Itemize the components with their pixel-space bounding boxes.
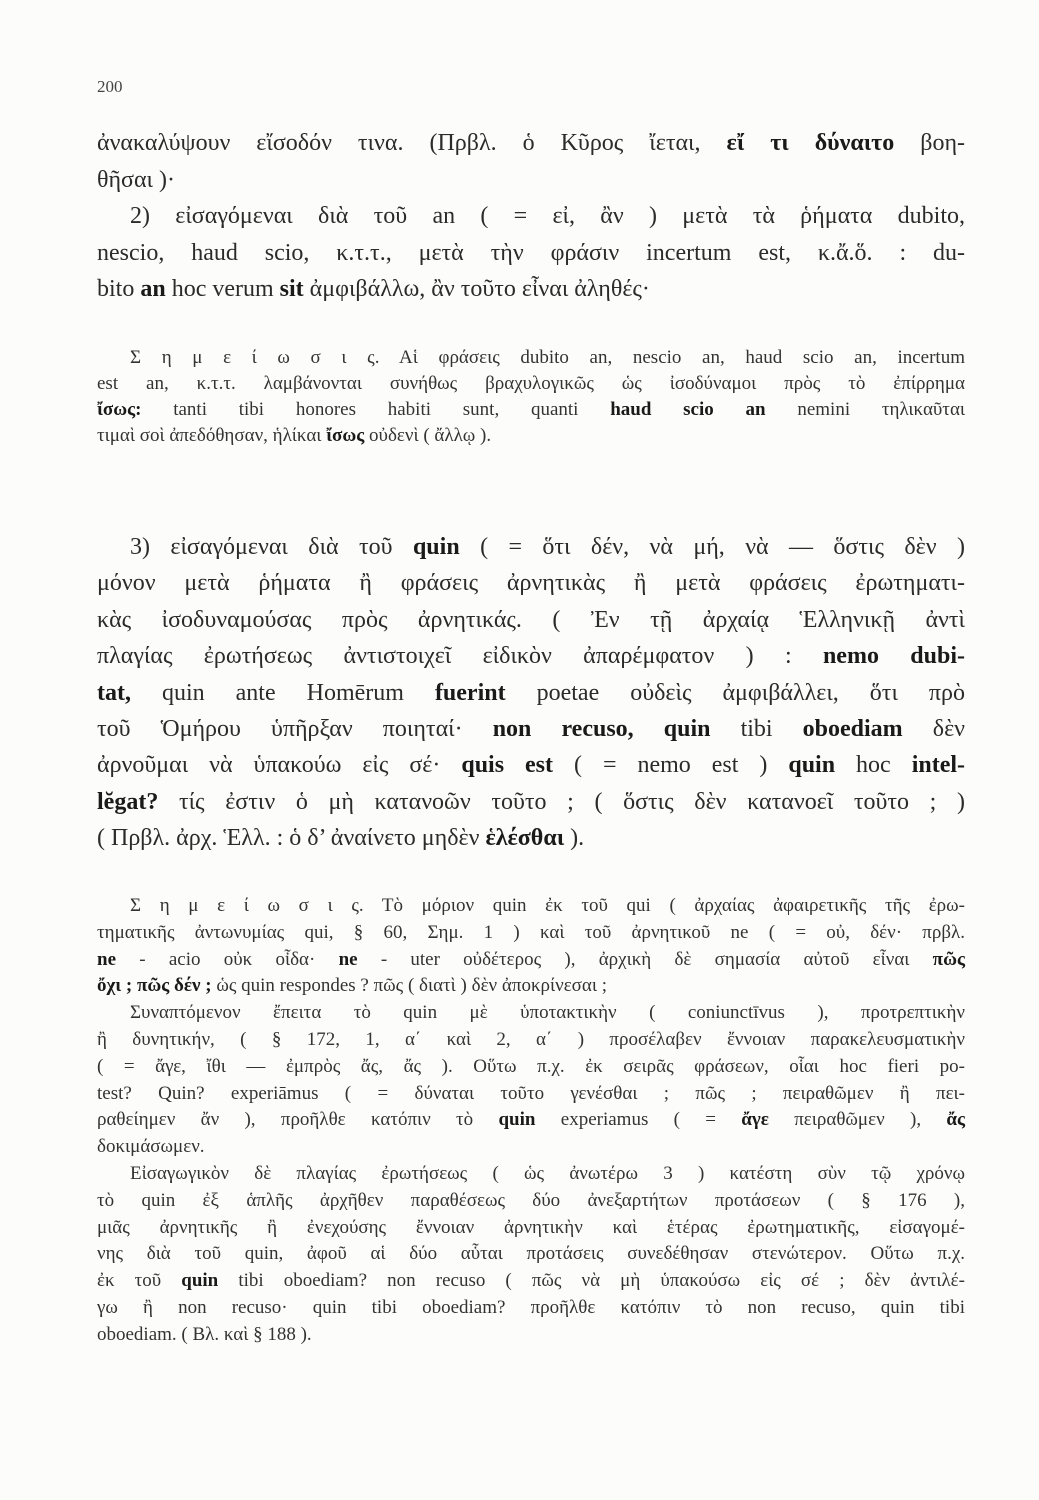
text-segment: poetae οὐδεὶς ἀμφιβάλλει, ὅτι πρὸ — [505, 679, 965, 706]
text-segment: ἢ δυνητικήν, ( § 172, 1, α΄ καὶ 2, α΄ ) προσέλαβεν ἔννοιαν παρακελευσματικὴν — [97, 1029, 965, 1050]
text-line — [97, 398, 965, 422]
text-line — [97, 921, 965, 945]
bold-text: tat, — [97, 679, 131, 706]
text-line — [97, 823, 965, 853]
text-line — [97, 974, 965, 998]
text-line — [97, 568, 965, 598]
text-segment: - acio οὐκ οἶδα· — [116, 948, 339, 970]
text-line — [97, 605, 965, 635]
text-segment: ἀμφιβάλλω, ἂν τοῦτο εἶναι ἀληθές· — [303, 276, 650, 302]
bold-text: ἄς — [946, 1109, 965, 1131]
bold-text: intel- — [911, 752, 966, 779]
text-segment: νης διὰ τοῦ quin, ἀφοῦ αἱ δύο αὗται προτάσεις συνεδέθησαν στενώτερον. Οὕτω π.χ. — [97, 1243, 965, 1265]
text-segment: Εἰσαγωγικὸν δὲ πλαγίας ἐρωτήσεως ( ὡς ἀνωτέρω 3 ) κατέστη σὺν τῷ χρόνῳ — [130, 1163, 965, 1184]
bold-text: oboediam — [802, 716, 903, 742]
text-segment: οὐδενὶ ( ἄλλῳ ). — [364, 425, 492, 446]
bold-text: nemo dubi- — [822, 643, 965, 670]
text-line — [97, 948, 965, 972]
text-line — [130, 532, 965, 562]
text-line — [97, 1323, 965, 1347]
text-segment: hoc — [835, 752, 912, 779]
text-segment: ἀνακαλύψουν εἴσοδόν τινα. (Πρβλ. ὁ Κῦρος ἴεται, — [97, 130, 727, 156]
bold-text: quin — [181, 1270, 219, 1292]
text-line — [97, 1028, 965, 1052]
bold-text: ὄχι ; πῶς δέν ; — [97, 975, 212, 997]
text-segment: quin ante Homērum — [130, 679, 435, 706]
text-segment: experiamus ( = — [535, 1109, 742, 1131]
text-line — [97, 1269, 965, 1293]
text-line — [97, 678, 965, 708]
text-line — [97, 128, 965, 158]
text-line — [97, 372, 965, 396]
text-line — [130, 1001, 965, 1025]
bold-text: an — [140, 276, 166, 302]
text-segment: oboediam. ( Βλ. καὶ § 188 ). — [97, 1323, 312, 1345]
text-line — [97, 1216, 965, 1240]
bold-text: εἴ τι δύναιτο — [726, 130, 895, 156]
text-segment: μιᾶς ἀρνητικῆς ἢ ἐνεχούσης ἔννοιαν ἀρνητικὴν καὶ ἑτέρας ἐρωτηματικῆς, εἰσαγομέ- — [97, 1216, 965, 1238]
text-line — [97, 750, 965, 780]
text-segment: 2) εἰσαγόμεναι διὰ τοῦ an ( = εἰ, ἂν ) μετὰ τὰ ῥήματα dubito, — [130, 203, 965, 229]
text-segment: Σ η μ ε ί ω σ ι ς. Αἱ φράσεις dubito an, nescio an, haud scio an, incertum — [130, 347, 965, 368]
text-segment: tibi — [710, 716, 803, 742]
text-segment: est an, κ.τ.τ. λαμβάνονται συνήθως βραχυλογικῶς ὡς ἰσοδύναμοι πρὸς τὸ ἐπίρρημα — [97, 373, 965, 394]
bold-text: ne — [338, 948, 358, 970]
text-line — [97, 1296, 965, 1320]
text-segment: θῆσαι )· — [97, 166, 175, 193]
text-line — [130, 894, 965, 918]
text-segment: ἐκ τοῦ — [97, 1270, 182, 1292]
text-segment: ( = ὅτι δέν, νὰ μή, νὰ — ὅστις δὲν ) — [459, 534, 965, 560]
text-line — [97, 787, 965, 817]
bold-text: ἴσως — [326, 425, 365, 446]
text-segment: nemini τηλικαῦται — [765, 399, 966, 420]
bold-text: haud scio an — [610, 399, 766, 420]
text-segment: ( = nemo est ) — [553, 752, 789, 779]
text-segment: πλαγίας ἐρωτήσεως ἀντιστοιχεῖ εἰδικὸν ἀπαρέμφατον ) : — [97, 643, 823, 670]
bold-text: lĕgat? — [97, 788, 159, 815]
text-segment: ραθείημεν ἄν ), προῆλθε κατόπιν τὸ — [97, 1109, 499, 1131]
text-segment: τηματικῆς ἀντωνυμίας qui, § 60, Σημ. 1 ) καὶ τοῦ ἀρνητικοῦ ne ( = οὐ, δέν· πρβλ. — [97, 921, 965, 943]
bold-text: non recuso, quin — [492, 716, 711, 742]
bold-text: quin — [788, 752, 836, 779]
text-segment: tanti tibi honores habiti sunt, quanti — [141, 399, 611, 420]
text-segment: 3) εἰσαγόμεναι διὰ τοῦ — [130, 534, 413, 560]
text-segment: - uter οὐδέτερος ), ἀρχικὴ δὲ σημασία αὐτοῦ εἶναι — [357, 948, 933, 970]
text-segment: test? Quin? experiāmus ( = δύναται τοῦτο γενέσθαι ; πῶς ; πειραθῶμεν ἢ πει- — [97, 1082, 965, 1104]
text-line — [97, 424, 965, 448]
text-segment: βοη- — [894, 130, 966, 156]
text-segment: hoc verum — [165, 276, 280, 302]
text-segment: πειραθῶμεν ), — [768, 1109, 947, 1131]
text-line — [97, 165, 965, 195]
text-line — [97, 238, 965, 268]
text-segment: ). — [564, 825, 585, 852]
bold-text: quis est — [461, 752, 554, 779]
text-segment: κὰς ἰσοδυναμούσας πρὸς ἀρνητικάς. ( Ἐν τῇ ἀρχαίᾳ Ἑλληνικῇ ἀντὶ — [97, 606, 965, 633]
text-line — [97, 641, 965, 671]
text-segment: τίς ἐστιν ὁ μὴ κατανοῶν τοῦτο ; ( ὅστις δὲν κατανοεῖ τοῦτο ; ) — [158, 788, 965, 815]
bold-text: ἄγε — [741, 1109, 769, 1131]
text-segment: ὡς quin respondes ? πῶς ( διατὶ ) δὲν ἀποκρίνεσαι ; — [211, 975, 608, 997]
text-segment: Σ η μ ε ί ω σ ι ς. Τὸ μόριον quin ἐκ τοῦ qui ( ἀρχαίας ἀφαιρετικῆς τῆς ἐρω- — [130, 895, 965, 916]
text-segment: γω ἢ non recuso· quin tibi oboediam? προῆλθε κατόπιν τὸ non recuso, quin tibi — [97, 1297, 965, 1318]
text-segment: μόνον μετὰ ῥήματα ἢ φράσεις ἀρνητικὰς ἢ μετὰ φράσεις ἐρωτηματι- — [97, 570, 965, 597]
text-segment: τοῦ Ὁμήρου ὑπῆρξαν ποιηταί· — [97, 716, 493, 742]
bold-text: sit — [279, 276, 304, 302]
text-line — [97, 1055, 965, 1079]
text-line — [130, 346, 965, 370]
text-segment: δὲν — [902, 716, 965, 742]
bold-text: ne — [97, 948, 116, 970]
text-segment: δοκιμάσωμεν. — [97, 1136, 205, 1158]
text-segment: bito — [97, 276, 141, 302]
text-line — [130, 201, 965, 231]
text-segment: ( Πρβλ. ἀρχ. Ἑλλ. : ὁ δ’ ἀναίνετο μηδὲν — [97, 825, 486, 852]
bold-text: quin — [498, 1109, 536, 1131]
text-segment: Συναπτόμενον ἔπειτα τὸ quin μὲ ὑποτακτικὴν ( coniunctīvus ), προτρεπτικὴν — [130, 1002, 965, 1024]
bold-text: ἑλέσθαι — [485, 825, 565, 852]
text-segment: nescio, haud scio, κ.τ.τ., μετὰ τὴν φράσιν incertum est, κ.ἄ.ὅ. : du- — [97, 239, 965, 266]
page-number: 200 — [97, 77, 123, 96]
text-line — [97, 1189, 965, 1213]
text-segment: ἀρνοῦμαι νὰ ὑπακούω εἰς σέ· — [97, 752, 462, 779]
text-line — [97, 1242, 965, 1266]
text-segment: ( = ἄγε, ἴθι — ἐμπρὸς ἄς, ἄς ). Οὕτω π.χ. ἐκ σειρᾶς φράσεων, οἷαι hoc fieri po- — [97, 1055, 965, 1077]
text-line — [97, 714, 965, 744]
text-segment: τιμαὶ σοὶ ἀπεδόθησαν, ἡλίκαι — [97, 425, 327, 446]
text-line — [97, 1082, 965, 1106]
text-line — [130, 1162, 965, 1186]
bold-text: quin — [412, 534, 460, 560]
text-segment: tibi oboediam? non recuso ( πῶς νὰ μὴ ὑπακούσω εἰς σέ ; δὲν ἀντιλέ- — [218, 1270, 965, 1292]
bold-text: fuerint — [434, 679, 506, 706]
text-line — [97, 1108, 965, 1132]
bold-text: ἴσως: — [97, 399, 142, 420]
text-segment: τὸ quin ἐξ ἁπλῆς ἀρχῆθεν παραθέσεως δύο ἀνεξαρτήτων προτάσεων ( § 176 ), — [97, 1189, 965, 1211]
text-line — [97, 274, 965, 304]
bold-text: πῶς — [932, 948, 965, 970]
text-line — [97, 1135, 965, 1159]
